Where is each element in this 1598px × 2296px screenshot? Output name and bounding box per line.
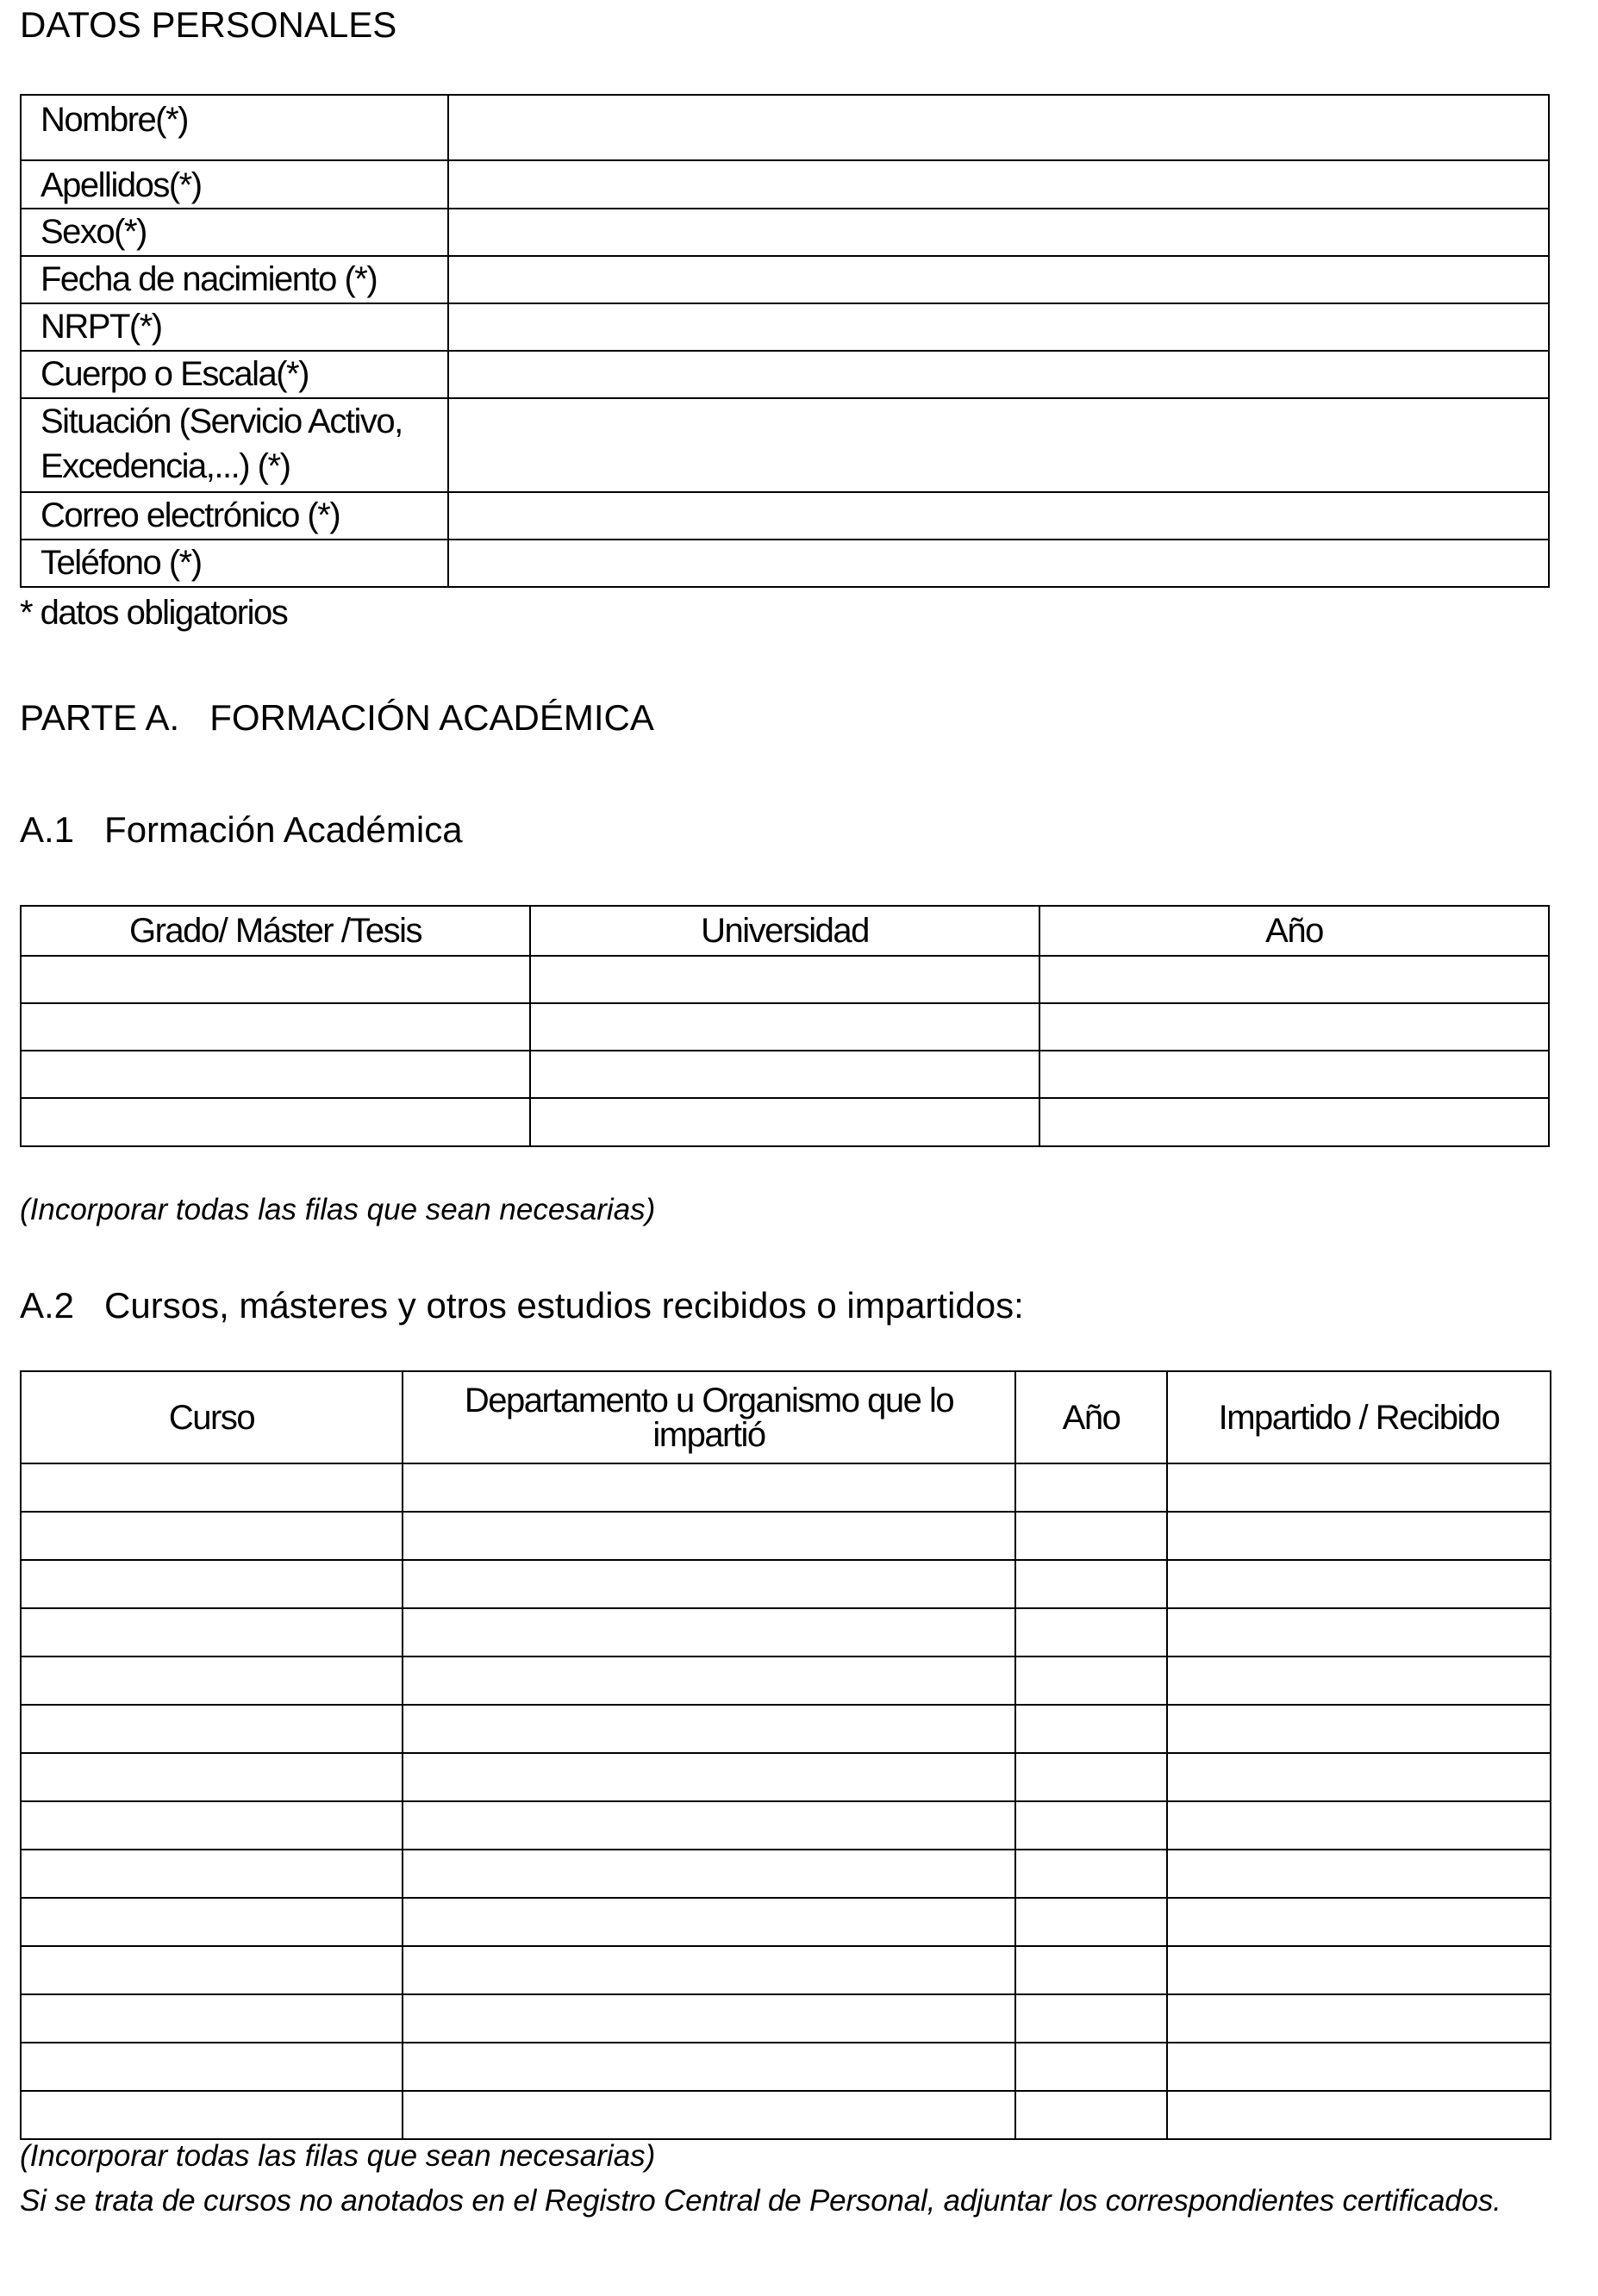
cell-ano[interactable] bbox=[1015, 1753, 1167, 1801]
cell-departamento[interactable] bbox=[403, 1656, 1015, 1705]
cell-impartido-recibido[interactable] bbox=[1167, 1705, 1551, 1753]
cell-curso[interactable] bbox=[21, 2091, 403, 2139]
label-fecha-nacimiento: Fecha de nacimiento (*) bbox=[21, 256, 448, 303]
label-correo: Correo electrónico (*) bbox=[21, 492, 448, 540]
cell-curso[interactable] bbox=[21, 2043, 403, 2091]
table-row bbox=[21, 2043, 1551, 2091]
label-situacion: Situación (Servicio Activo, Excedencia,...) (*) bbox=[21, 398, 448, 492]
cell-ano[interactable] bbox=[1015, 1994, 1167, 2043]
table-row bbox=[21, 209, 1549, 256]
table-row bbox=[21, 1898, 1551, 1946]
cell-impartido-recibido[interactable] bbox=[1167, 1850, 1551, 1898]
section-title-parte-a: PARTE A. FORMACIÓN ACADÉMICA bbox=[20, 697, 654, 738]
cell-departamento[interactable] bbox=[403, 2043, 1015, 2091]
table-row bbox=[21, 1801, 1551, 1850]
academic-training-table bbox=[20, 905, 1550, 1147]
label-nrpt: NRPT(*) bbox=[21, 303, 448, 351]
table-row bbox=[21, 256, 1549, 303]
input-cuerpo-escala[interactable] bbox=[448, 351, 1549, 398]
cell-universidad[interactable] bbox=[530, 1003, 1039, 1051]
cell-impartido-recibido[interactable] bbox=[1167, 1898, 1551, 1946]
cell-ano[interactable] bbox=[1015, 1608, 1167, 1656]
table-row bbox=[21, 1608, 1551, 1656]
cell-ano[interactable] bbox=[1039, 956, 1549, 1003]
input-fecha-nacimiento[interactable] bbox=[448, 256, 1549, 303]
cell-impartido-recibido[interactable] bbox=[1167, 1994, 1551, 2043]
table-row bbox=[21, 1051, 1549, 1098]
col-header-universidad: Universidad bbox=[530, 906, 1039, 956]
table-row bbox=[21, 160, 1549, 209]
input-situacion[interactable] bbox=[448, 398, 1549, 492]
cell-departamento[interactable] bbox=[403, 1898, 1015, 1946]
cell-ano[interactable] bbox=[1015, 1850, 1167, 1898]
label-cuerpo-escala: Cuerpo o Escala(*) bbox=[21, 351, 448, 398]
cell-curso[interactable] bbox=[21, 1753, 403, 1801]
col-header-impartido-recibido: Impartido / Recibido bbox=[1167, 1371, 1551, 1463]
personal-data-table bbox=[20, 94, 1550, 588]
table-header-row bbox=[21, 1371, 1551, 1463]
table-row bbox=[21, 1512, 1551, 1560]
cell-impartido-recibido[interactable] bbox=[1167, 1656, 1551, 1705]
label-nombre: Nombre(*) bbox=[21, 95, 448, 160]
table-row bbox=[21, 1705, 1551, 1753]
add-rows-note-a2: (Incorporar todas las filas que sean necesarias) bbox=[20, 2139, 656, 2173]
certificates-footnote: Si se trata de cursos no anotados en el Registro Central de Personal, adjuntar los correspondientes certificados. bbox=[20, 2184, 1501, 2218]
cell-universidad[interactable] bbox=[530, 956, 1039, 1003]
cell-departamento[interactable] bbox=[403, 1946, 1015, 1994]
cell-grado[interactable] bbox=[21, 1051, 530, 1098]
cell-ano[interactable] bbox=[1039, 1003, 1549, 1051]
table-row bbox=[21, 95, 1549, 160]
required-note: * datos obligatorios bbox=[20, 594, 288, 632]
table-row bbox=[21, 1463, 1551, 1512]
table-row bbox=[21, 1003, 1549, 1051]
cell-ano[interactable] bbox=[1015, 2043, 1167, 2091]
cell-ano[interactable] bbox=[1015, 1946, 1167, 1994]
table-row bbox=[21, 956, 1549, 1003]
cell-departamento[interactable] bbox=[403, 1608, 1015, 1656]
cell-departamento[interactable] bbox=[403, 1801, 1015, 1850]
label-sexo: Sexo(*) bbox=[21, 209, 448, 256]
cell-ano[interactable] bbox=[1015, 1898, 1167, 1946]
cell-departamento[interactable] bbox=[403, 2091, 1015, 2139]
add-rows-note-a1: (Incorporar todas las filas que sean necesarias) bbox=[20, 1193, 656, 1226]
table-row bbox=[21, 1753, 1551, 1801]
cell-curso[interactable] bbox=[21, 1608, 403, 1656]
cell-ano[interactable] bbox=[1039, 1098, 1549, 1146]
cell-ano[interactable] bbox=[1015, 1656, 1167, 1705]
cell-ano[interactable] bbox=[1015, 1560, 1167, 1608]
cell-departamento[interactable] bbox=[403, 1560, 1015, 1608]
table-row bbox=[21, 303, 1549, 351]
cell-impartido-recibido[interactable] bbox=[1167, 1463, 1551, 1512]
table-row bbox=[21, 1850, 1551, 1898]
courses-table bbox=[20, 1370, 1551, 2140]
cell-departamento[interactable] bbox=[403, 1994, 1015, 2043]
table-row bbox=[21, 1656, 1551, 1705]
col-header-departamento: Departamento u Organismo que lo impartió bbox=[403, 1371, 1015, 1463]
cell-grado[interactable] bbox=[21, 956, 530, 1003]
cell-impartido-recibido[interactable] bbox=[1167, 2091, 1551, 2139]
col-header-curso: Curso bbox=[21, 1371, 403, 1463]
table-row bbox=[21, 1946, 1551, 1994]
label-apellidos: Apellidos(*) bbox=[21, 160, 448, 209]
cell-impartido-recibido[interactable] bbox=[1167, 1801, 1551, 1850]
cell-impartido-recibido[interactable] bbox=[1167, 1512, 1551, 1560]
table-header-row bbox=[21, 906, 1549, 956]
cell-impartido-recibido[interactable] bbox=[1167, 1753, 1551, 1801]
cell-departamento[interactable] bbox=[403, 1512, 1015, 1560]
table-row bbox=[21, 540, 1549, 587]
table-row bbox=[21, 2091, 1551, 2139]
table-row bbox=[21, 1560, 1551, 1608]
input-correo[interactable] bbox=[448, 492, 1549, 540]
label-telefono: Teléfono (*) bbox=[21, 540, 448, 587]
col-header-ano: Año bbox=[1039, 906, 1549, 956]
cell-departamento[interactable] bbox=[403, 1850, 1015, 1898]
cell-ano[interactable] bbox=[1039, 1051, 1549, 1098]
table-row bbox=[21, 492, 1549, 540]
cell-universidad[interactable] bbox=[530, 1051, 1039, 1098]
input-nombre[interactable] bbox=[448, 95, 1549, 160]
cell-departamento[interactable] bbox=[403, 1705, 1015, 1753]
table-row bbox=[21, 398, 1549, 492]
cell-ano[interactable] bbox=[1015, 1463, 1167, 1512]
cell-impartido-recibido[interactable] bbox=[1167, 1608, 1551, 1656]
cell-ano[interactable] bbox=[1015, 1512, 1167, 1560]
cell-grado[interactable] bbox=[21, 1003, 530, 1051]
cell-ano[interactable] bbox=[1015, 2091, 1167, 2139]
table-row bbox=[21, 1994, 1551, 2043]
input-sexo[interactable] bbox=[448, 209, 1549, 256]
cell-curso[interactable] bbox=[21, 1463, 403, 1512]
cell-departamento[interactable] bbox=[403, 1463, 1015, 1512]
col-header-ano: Año bbox=[1015, 1371, 1167, 1463]
cell-curso[interactable] bbox=[21, 1898, 403, 1946]
cell-curso[interactable] bbox=[21, 1946, 403, 1994]
input-telefono[interactable] bbox=[448, 540, 1549, 587]
section-title-datos-personales: DATOS PERSONALES bbox=[20, 4, 397, 45]
table-row bbox=[21, 1098, 1549, 1146]
cell-ano[interactable] bbox=[1015, 1705, 1167, 1753]
cell-curso[interactable] bbox=[21, 1560, 403, 1608]
input-nrpt[interactable] bbox=[448, 303, 1549, 351]
col-header-grado: Grado/ Máster /Tesis bbox=[21, 906, 530, 956]
subsection-title-a2: A.2 Cursos, másteres y otros estudios recibidos o impartidos: bbox=[20, 1285, 1024, 1326]
cell-impartido-recibido[interactable] bbox=[1167, 1560, 1551, 1608]
cell-curso[interactable] bbox=[21, 1801, 403, 1850]
cell-departamento[interactable] bbox=[403, 1753, 1015, 1801]
cell-impartido-recibido[interactable] bbox=[1167, 1946, 1551, 1994]
input-apellidos[interactable] bbox=[448, 160, 1549, 209]
cell-universidad[interactable] bbox=[530, 1098, 1039, 1146]
cell-curso[interactable] bbox=[21, 1705, 403, 1753]
table-row bbox=[21, 351, 1549, 398]
cell-grado[interactable] bbox=[21, 1098, 530, 1146]
cell-curso[interactable] bbox=[21, 1512, 403, 1560]
cell-ano[interactable] bbox=[1015, 1801, 1167, 1850]
cell-curso[interactable] bbox=[21, 1656, 403, 1705]
cell-curso[interactable] bbox=[21, 1850, 403, 1898]
cell-curso[interactable] bbox=[21, 1994, 403, 2043]
cell-impartido-recibido[interactable] bbox=[1167, 2043, 1551, 2091]
subsection-title-a1: A.1 Formación Académica bbox=[20, 809, 463, 850]
